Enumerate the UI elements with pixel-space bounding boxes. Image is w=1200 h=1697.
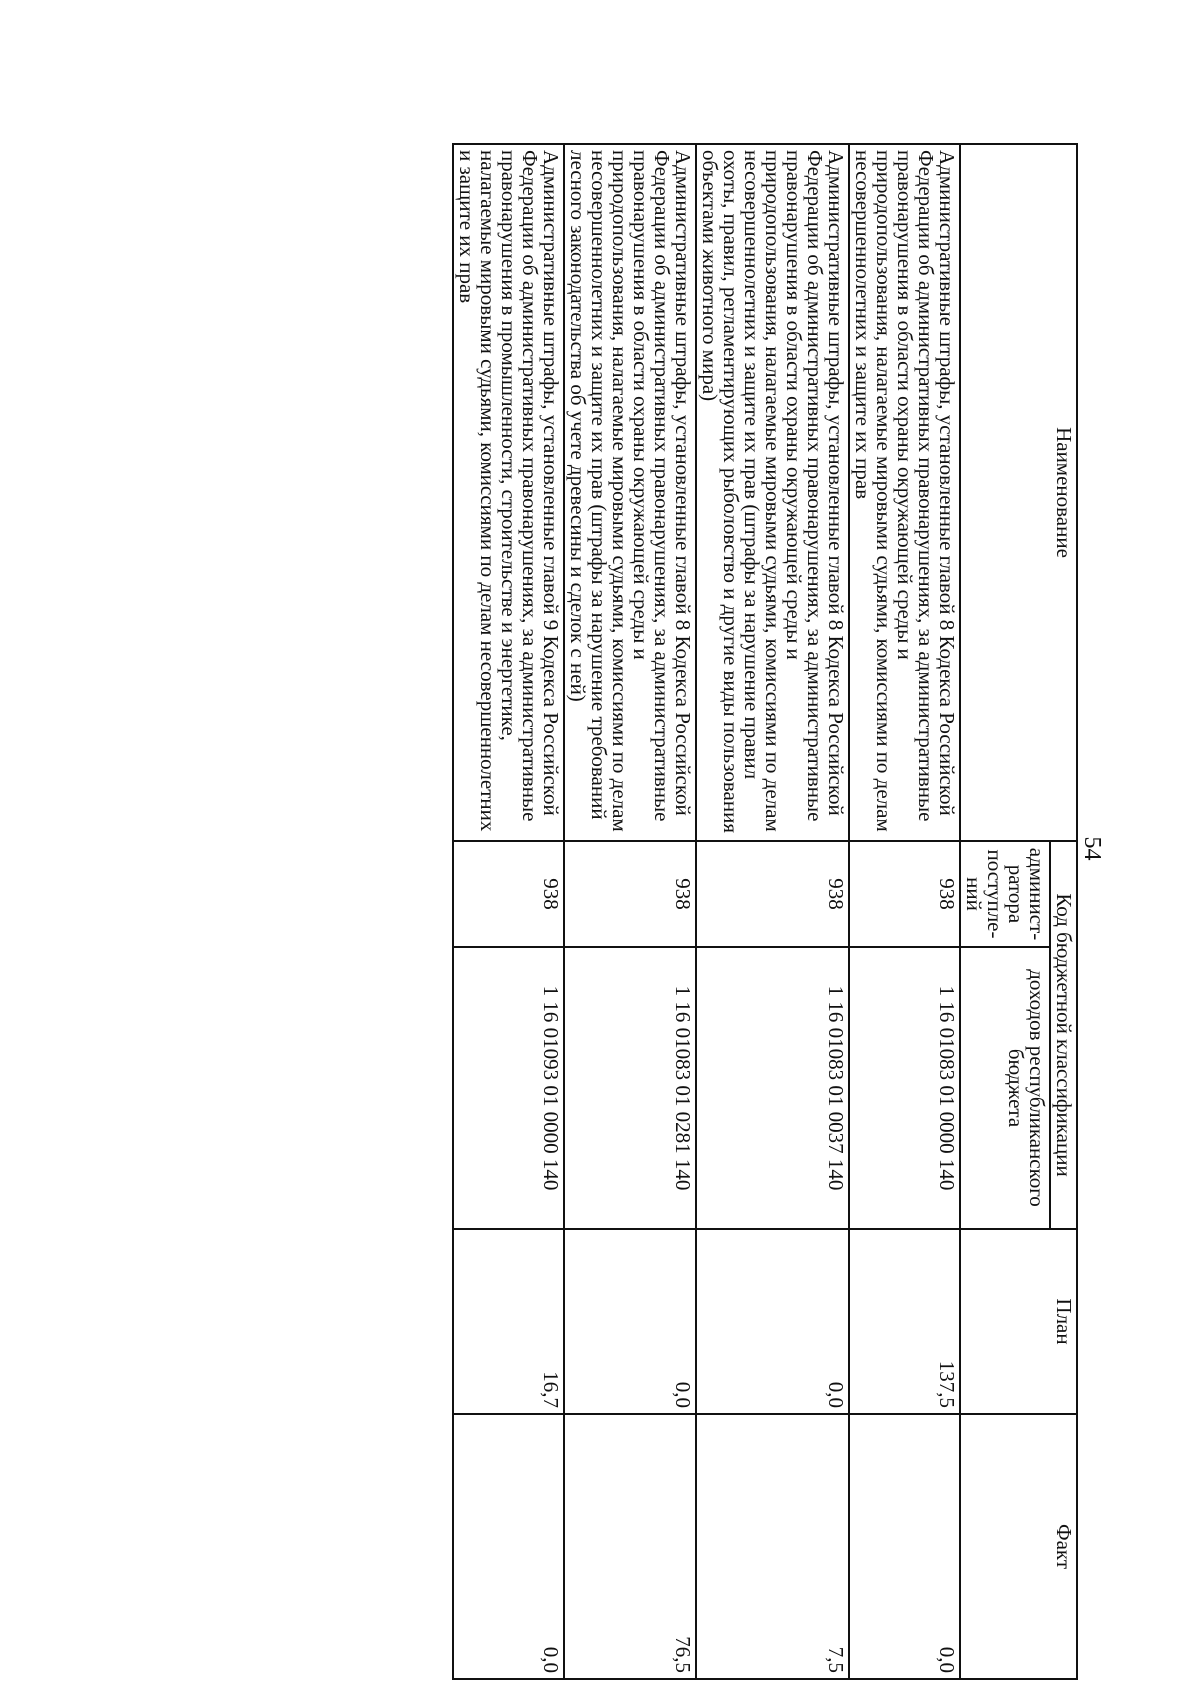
row-income-code: 1 16 01083 01 0281 140 bbox=[564, 947, 696, 1229]
header-plan: План bbox=[960, 1229, 1077, 1414]
page-number: 54 bbox=[1079, 836, 1105, 861]
row-name: Административные штрафы, установленные главой 9 Кодекса Российской Федерации об административных правонарушениях, за административные правонарушения в промышленности, строительстве и энергетике, налагаемые мировыми судьями, комиссиями по делам несовершеннолетних и защите их прав bbox=[453, 144, 564, 841]
row-fact: 7,5 bbox=[696, 1414, 849, 1679]
row-income-code: 1 16 01083 01 0000 140 bbox=[849, 947, 960, 1229]
table-row bbox=[696, 144, 849, 1679]
row-admin-code: 938 bbox=[849, 841, 960, 947]
row-name: Административные штрафы, установленные главой 8 Кодекса Российской Федерации об административных правонарушениях, за административные правонарушения в области охраны окружающей среды и природопользования, налагаемые мировыми судьями, комиссиями по делам несовершеннолетних и защите их прав (штрафы за нарушение требований лесного законодательства об учете древесины и сделок с ней) bbox=[564, 144, 696, 841]
row-income-code: 1 16 01083 01 0037 140 bbox=[696, 947, 849, 1229]
row-admin-code: 938 bbox=[564, 841, 696, 947]
header-name: Наименование bbox=[960, 144, 1077, 841]
row-fact: 76,5 bbox=[564, 1414, 696, 1679]
row-admin-code: 938 bbox=[453, 841, 564, 947]
table-row bbox=[453, 144, 564, 1679]
header-code-group: Код бюджетной классификации bbox=[1050, 841, 1077, 1229]
row-fact: 0,0 bbox=[453, 1414, 564, 1679]
row-admin-code: 938 bbox=[696, 841, 849, 947]
row-name: Административные штрафы, установленные главой 8 Кодекса Российской Федерации об административных правонарушениях, за административные правонарушения в области охраны окружающей среды и природопользования, налагаемые мировыми судьями, комиссиями по делам несовершеннолетних и защите их прав (штрафы за нарушение правил охоты, правил, регламентирующих рыболовство и другие виды пользования объектами животного мира) bbox=[696, 144, 849, 841]
header-admin: админист-ратора поступле-ний bbox=[960, 841, 1050, 947]
row-income-code: 1 16 01093 01 0000 140 bbox=[453, 947, 564, 1229]
header-income: доходов республиканского бюджета bbox=[960, 947, 1050, 1229]
row-plan: 16,7 bbox=[453, 1229, 564, 1414]
row-plan: 137,5 bbox=[849, 1229, 960, 1414]
budget-table bbox=[452, 143, 1078, 1680]
header-row bbox=[1050, 144, 1077, 1679]
row-plan: 0,0 bbox=[564, 1229, 696, 1414]
row-fact: 0,0 bbox=[849, 1414, 960, 1679]
table-row bbox=[849, 144, 960, 1679]
row-name: Административные штрафы, установленные главой 8 Кодекса Российской Федерации об административных правонарушениях, за административные правонарушения в области охраны окружающей среды и природопользования, налагаемые мировыми судьями, комиссиями по делам несовершеннолетних и защите их прав bbox=[849, 144, 960, 841]
table-row bbox=[564, 144, 696, 1679]
header-fact: Факт bbox=[960, 1414, 1077, 1679]
row-plan: 0,0 bbox=[696, 1229, 849, 1414]
